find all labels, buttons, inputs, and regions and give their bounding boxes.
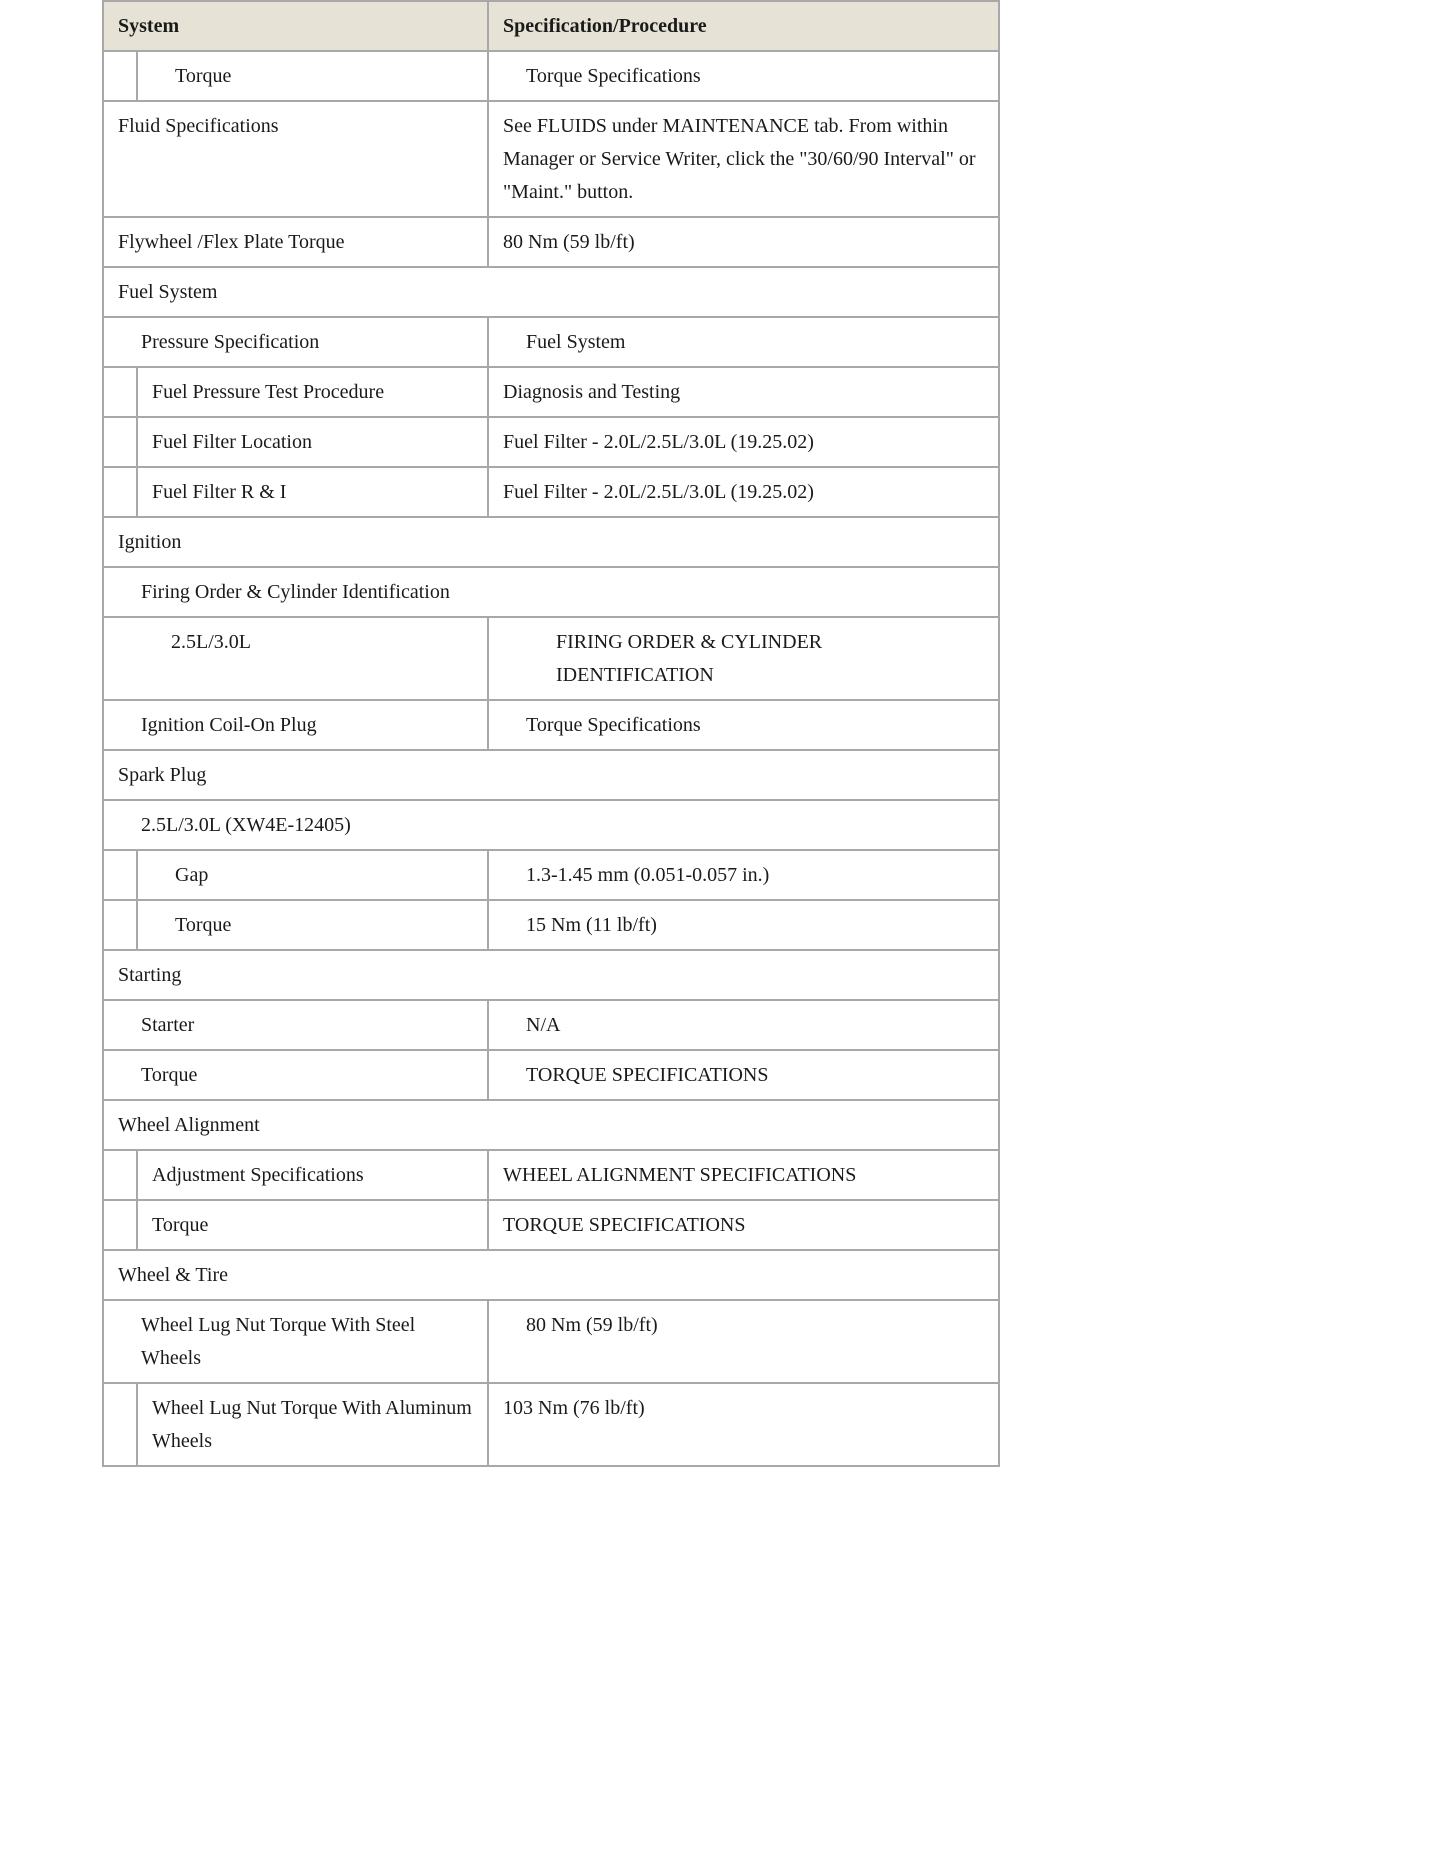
spec-cell: Fuel Filter - 2.0L/2.5L/3.0L (19.25.02) <box>488 417 999 467</box>
table-row <box>103 850 999 900</box>
system-cell: Torque <box>137 900 488 950</box>
system-cell: Torque <box>137 1200 488 1250</box>
spec-cell: Torque Specifications <box>488 51 999 101</box>
subsection-heading: Firing Order & Cylinder Identification <box>103 567 999 617</box>
header-specification-procedure: Specification/Procedure <box>488 1 999 51</box>
spec-cell: 15 Nm (11 lb/ft) <box>488 900 999 950</box>
system-cell: Flywheel /Flex Plate Torque <box>103 217 488 267</box>
section-heading: Wheel Alignment <box>103 1100 999 1150</box>
section-row <box>103 750 999 800</box>
spec-cell: 80 Nm (59 lb/ft) <box>488 1300 999 1383</box>
system-cell: 2.5L/3.0L <box>103 617 488 700</box>
indent-spacer <box>103 900 137 950</box>
table-row <box>103 617 999 700</box>
spec-cell: 80 Nm (59 lb/ft) <box>488 217 999 267</box>
section-heading: Fuel System <box>103 267 999 317</box>
header-system: System <box>103 1 488 51</box>
indent-spacer <box>103 51 137 101</box>
table-row <box>103 217 999 267</box>
section-row <box>103 800 999 850</box>
indent-spacer <box>103 850 137 900</box>
system-cell: Fluid Specifications <box>103 101 488 217</box>
system-cell: Adjustment Specifications <box>137 1150 488 1200</box>
spec-cell: Fuel Filter - 2.0L/2.5L/3.0L (19.25.02) <box>488 467 999 517</box>
section-row <box>103 567 999 617</box>
system-cell: Ignition Coil-On Plug <box>103 700 488 750</box>
indent-spacer <box>103 1200 137 1250</box>
table-row <box>103 1300 999 1383</box>
table-row <box>103 367 999 417</box>
system-cell: Fuel Filter Location <box>137 417 488 467</box>
table-row <box>103 417 999 467</box>
specification-table <box>102 0 1000 1467</box>
table-row <box>103 1050 999 1100</box>
table-row <box>103 1150 999 1200</box>
indent-spacer <box>103 1150 137 1200</box>
spec-cell: See FLUIDS under MAINTENANCE tab. From within Manager or Service Writer, click the "30/60/90 Interval" or "Maint." button. <box>488 101 999 217</box>
section-row <box>103 1100 999 1150</box>
indent-spacer <box>103 467 137 517</box>
spec-cell: WHEEL ALIGNMENT SPECIFICATIONS <box>488 1150 999 1200</box>
indent-spacer <box>103 367 137 417</box>
section-row <box>103 267 999 317</box>
system-cell: Torque <box>137 51 488 101</box>
table-row <box>103 101 999 217</box>
system-cell: Gap <box>137 850 488 900</box>
section-heading: Starting <box>103 950 999 1000</box>
table-header-row <box>103 1 999 51</box>
system-cell: Fuel Filter R & I <box>137 467 488 517</box>
subsection-heading: 2.5L/3.0L (XW4E-12405) <box>103 800 999 850</box>
section-row <box>103 950 999 1000</box>
indent-spacer <box>103 417 137 467</box>
section-row <box>103 1250 999 1300</box>
system-cell: Fuel Pressure Test Procedure <box>137 367 488 417</box>
table-row <box>103 1200 999 1250</box>
system-cell: Wheel Lug Nut Torque With Steel Wheels <box>103 1300 488 1383</box>
system-cell: Torque <box>103 1050 488 1100</box>
table-row <box>103 51 999 101</box>
spec-cell: N/A <box>488 1000 999 1050</box>
indent-spacer <box>103 1383 137 1466</box>
spec-cell: TORQUE SPECIFICATIONS <box>488 1200 999 1250</box>
spec-cell: Torque Specifications <box>488 700 999 750</box>
table-row <box>103 700 999 750</box>
system-cell: Wheel Lug Nut Torque With Aluminum Wheels <box>137 1383 488 1466</box>
table-row <box>103 467 999 517</box>
system-cell: Pressure Specification <box>103 317 488 367</box>
spec-cell: Diagnosis and Testing <box>488 367 999 417</box>
section-heading: Ignition <box>103 517 999 567</box>
spec-cell: 103 Nm (76 lb/ft) <box>488 1383 999 1466</box>
table-row <box>103 900 999 950</box>
system-cell: Starter <box>103 1000 488 1050</box>
table-row <box>103 317 999 367</box>
table-row <box>103 1000 999 1050</box>
spec-cell: TORQUE SPECIFICATIONS <box>488 1050 999 1100</box>
section-row <box>103 517 999 567</box>
spec-cell: FIRING ORDER & CYLINDER IDENTIFICATION <box>488 617 999 700</box>
spec-cell: Fuel System <box>488 317 999 367</box>
section-heading: Spark Plug <box>103 750 999 800</box>
spec-cell: 1.3-1.45 mm (0.051-0.057 in.) <box>488 850 999 900</box>
section-heading: Wheel & Tire <box>103 1250 999 1300</box>
table-row <box>103 1383 999 1466</box>
